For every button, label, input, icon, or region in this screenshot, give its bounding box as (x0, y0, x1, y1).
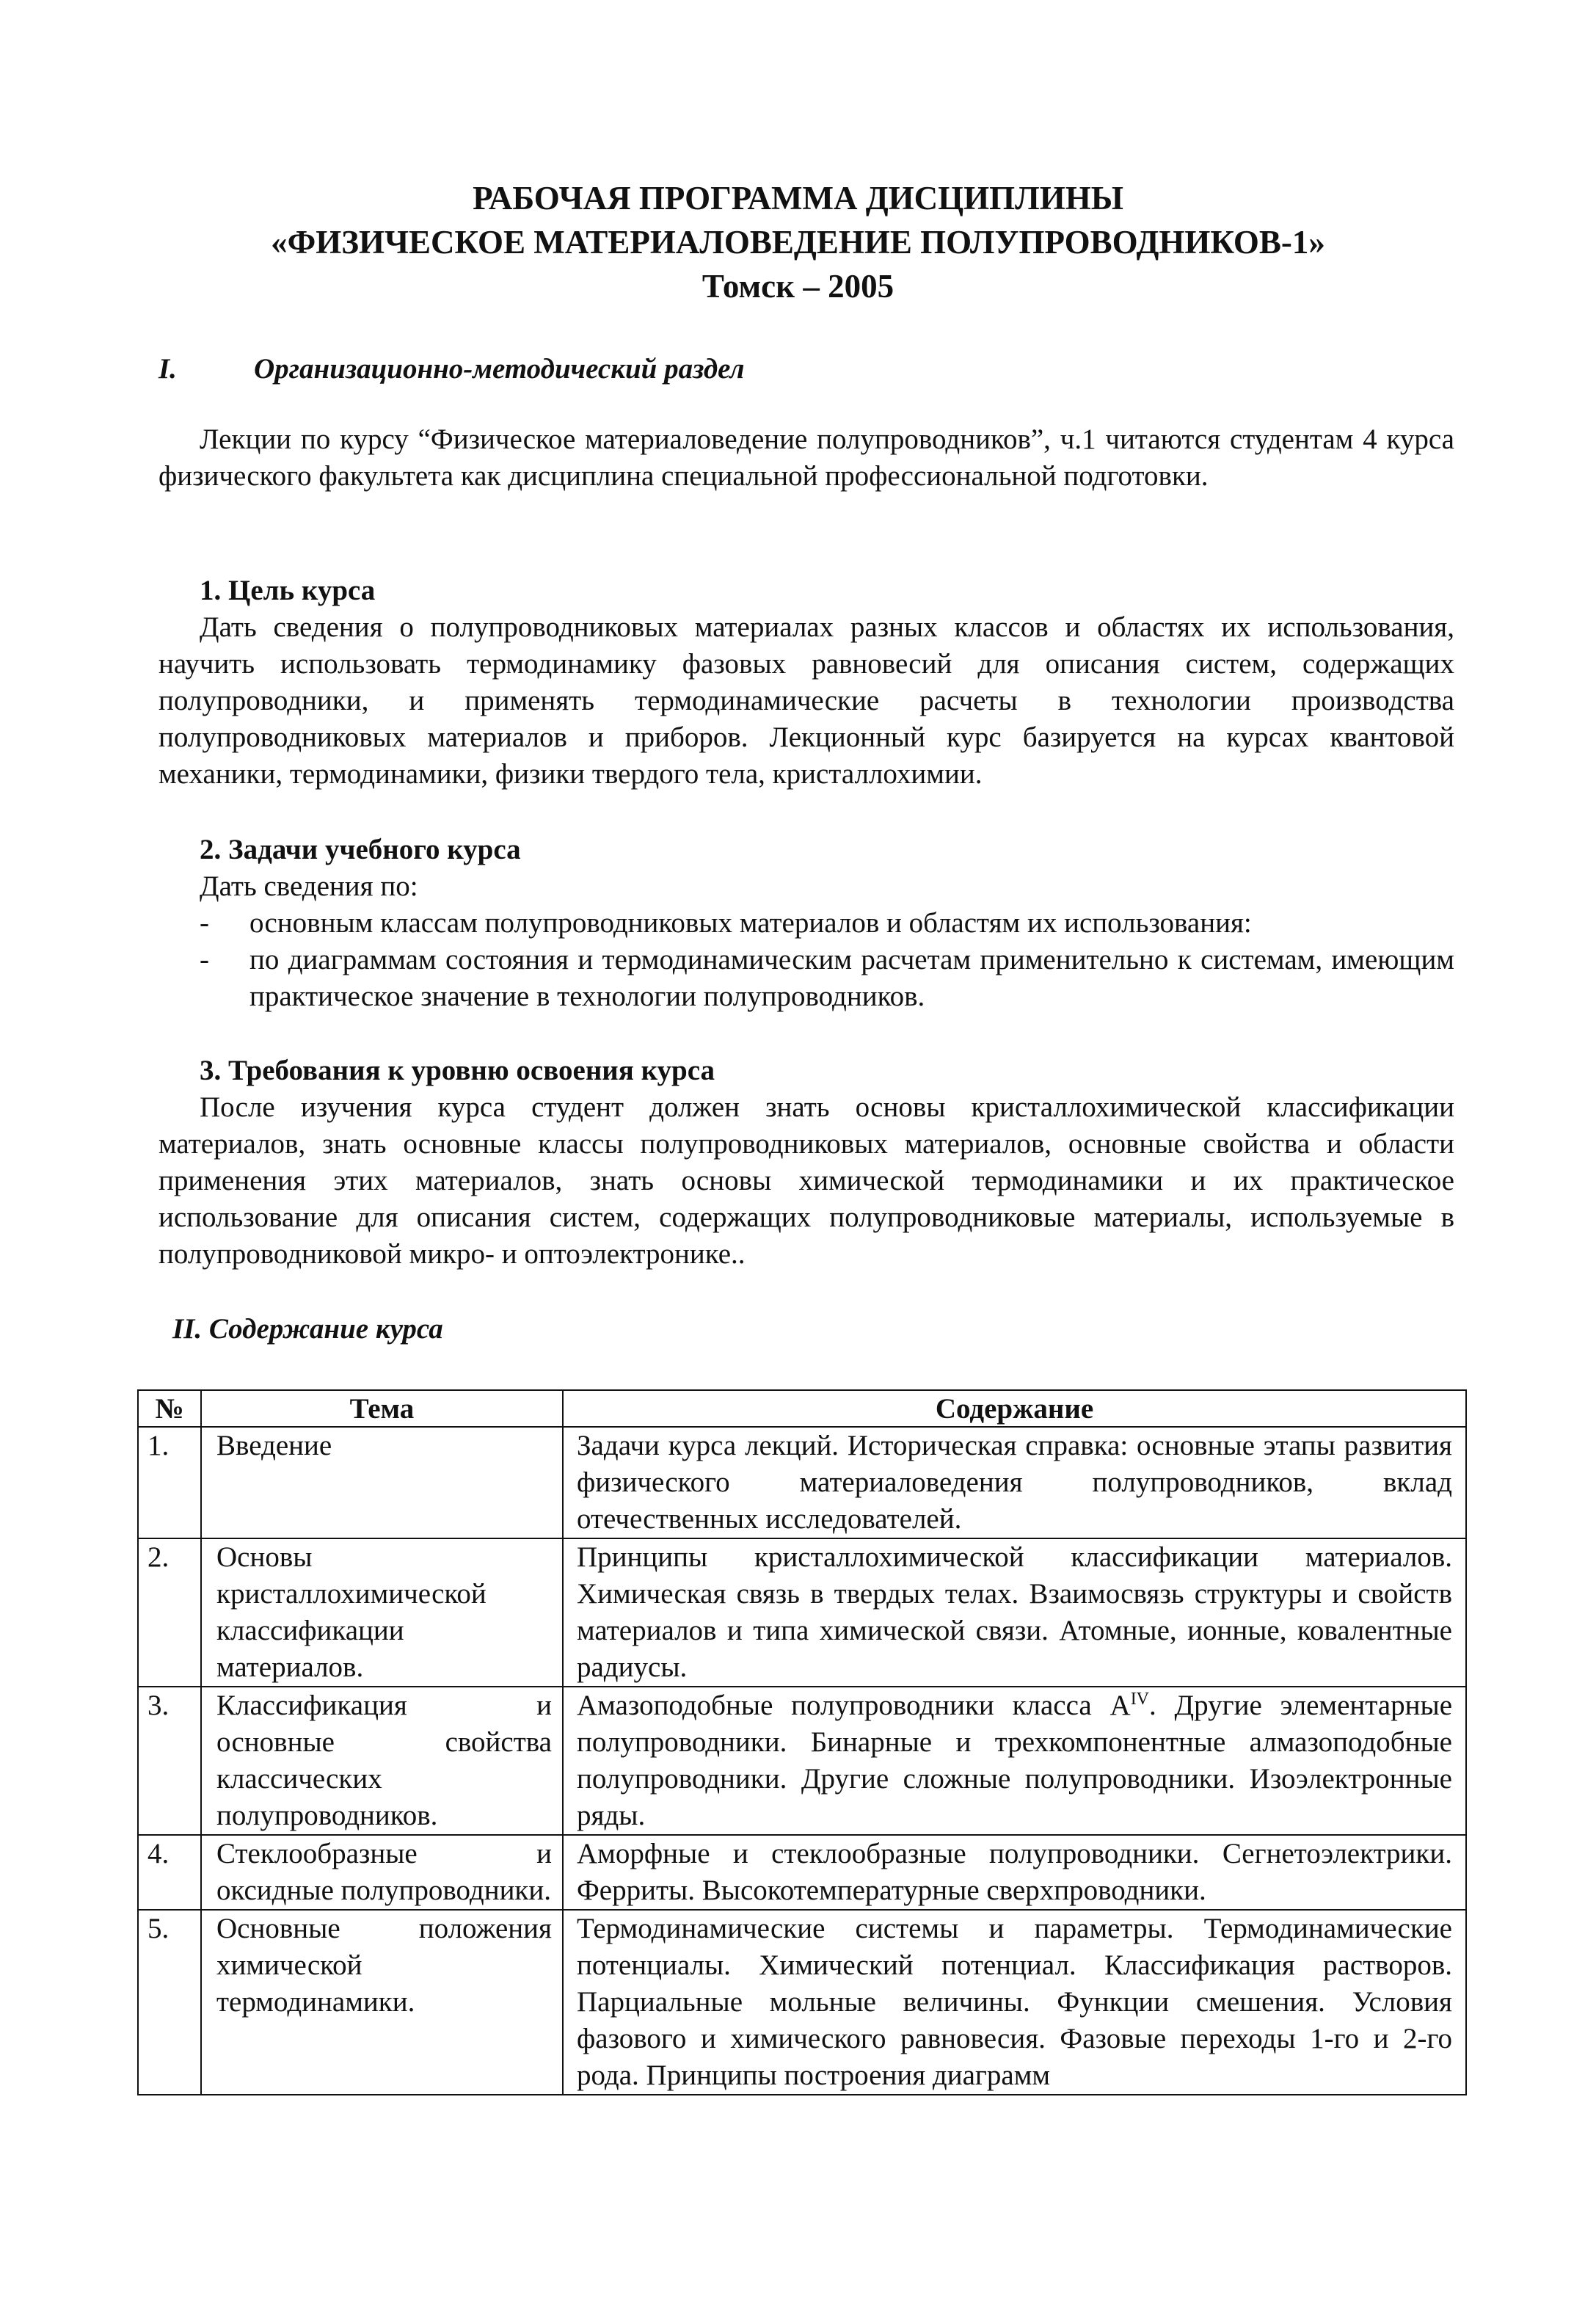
row-content: Термодинамические системы и параметры. Термодинамические потенциалы. Химический потенциал. Классификация растворов. Парциальные мольные величины. Функции смешения. Условия фазового и химического равновесия. Фазовые переходы 1-го и 2-го рода. Принципы построения диаграмм (563, 1910, 1466, 2095)
row-topic: Введение (201, 1427, 563, 1538)
row-content: Принципы кристаллохимической классификации материалов. Химическая связь в твердых телах. Взаимосвязь структуры и свойств материалов и типа химической связи. Атомные, ионные, ковалентные радиусы. (563, 1538, 1466, 1687)
title-line-3: Томск – 2005 (702, 268, 894, 305)
row-content (563, 1687, 1466, 1835)
tasks-bullet-2 (200, 942, 1454, 1015)
column-header-topic: Тема (201, 1390, 563, 1427)
column-header-content: Содержание (563, 1390, 1466, 1427)
title-line-1: РАБОЧАЯ ПРОГРАММА ДИСЦИПЛИНЫ (473, 180, 1123, 217)
row-content-after: . Другие элементарные полупроводники. Бинарные и трехкомпонентные алмазоподобные полупроводники. Другие сложные полупроводники. Изоэлектронные ряды. (577, 1690, 1453, 1831)
row-topic: Основы кристаллохимической классификации материалов. (201, 1538, 563, 1687)
intro-paragraph: Лекции по курсу “Физическое материаловедение полупроводников”, ч.1 читаются студентам 4 курса физического факультета как дисциплина специальной профессиональной подготовки. (158, 423, 1454, 492)
section-2-heading: II. Содержание курса (172, 1313, 443, 1345)
row-content: Задачи курса лекций. Историческая справка: основные этапы развития физического материаловедения полупроводников, вклад отечественных исследователей. (563, 1427, 1466, 1538)
bullet-dash: - (200, 944, 209, 975)
section-1-number: I. (158, 353, 177, 385)
row-topic: Основные положения химической термодинамики. (201, 1910, 563, 2095)
table-row (138, 1427, 1466, 1538)
bullet-text: основным классам полупроводниковых материалов и областям их использования: (249, 907, 1252, 939)
row-topic: Стеклообразные и оксидные полупроводники. (201, 1835, 563, 1910)
row-number: 4. (138, 1835, 201, 1910)
tasks-bullet-1 (200, 905, 1454, 942)
row-content-superscript: IV (1130, 1690, 1150, 1709)
row-content-before: Амазоподобные полупроводники класса A (577, 1690, 1131, 1721)
row-number: 1. (138, 1427, 201, 1538)
requirements-heading: 3. Требования к уровню освоения курса (200, 1055, 715, 1086)
goal-heading: 1. Цель курса (200, 575, 376, 606)
table-header-row (138, 1390, 1466, 1427)
goal-paragraph: Дать сведения о полупроводниковых материалах разных классов и областях их использования, научить использовать термодинамику фазовых равновесий для описания систем, содержащих полупроводники, и применять термодинамические расчеты в технологии производства полупроводниковых материалов и приборов. Лекционный курс базируется на курсах квантовой механики, термодинамики, физики твердого тела, кристаллохимии. (158, 611, 1454, 790)
section-1-heading: Организационно-методический раздел (254, 353, 745, 385)
column-header-number: № (138, 1390, 201, 1427)
table-row (138, 1910, 1466, 2095)
bullet-text: по диаграммам состояния и термодинамическим расчетам применительно к системам, имеющим практическое значение в технологии полупроводников. (249, 944, 1454, 1012)
row-content: Аморфные и стеклообразные полупроводники. Сегнетоэлектрики. Ферриты. Высокотемпературные сверхпроводники. (563, 1835, 1466, 1910)
title-line-2: «ФИЗИЧЕСКОЕ МАТЕРИАЛОВЕДЕНИЕ ПОЛУПРОВОДНИКОВ-1» (271, 224, 1325, 261)
row-number: 5. (138, 1910, 201, 2095)
table-row (138, 1538, 1466, 1687)
bullet-dash: - (200, 907, 209, 939)
row-number: 2. (138, 1538, 201, 1687)
course-content-table (137, 1389, 1467, 2095)
table-row (138, 1687, 1466, 1835)
row-number: 3. (138, 1687, 201, 1835)
tasks-lead: Дать сведения по: (200, 870, 418, 902)
document-title (132, 176, 1464, 308)
table-row (138, 1835, 1466, 1910)
requirements-paragraph: После изучения курса студент должен знать основы кристаллохимической классификации материалов, знать основные классы полупроводниковых материалов, основные свойства и области применения этих материалов, знать основы химической термодинамики и их практическое использование для описания систем, содержащих полупроводниковые материалы, используемые в полупроводниковой микро- и оптоэлектронике.. (158, 1091, 1454, 1270)
row-topic: Классификация и основные свойства классических полупроводников. (201, 1687, 563, 1835)
tasks-heading: 2. Задачи учебного курса (200, 834, 521, 865)
